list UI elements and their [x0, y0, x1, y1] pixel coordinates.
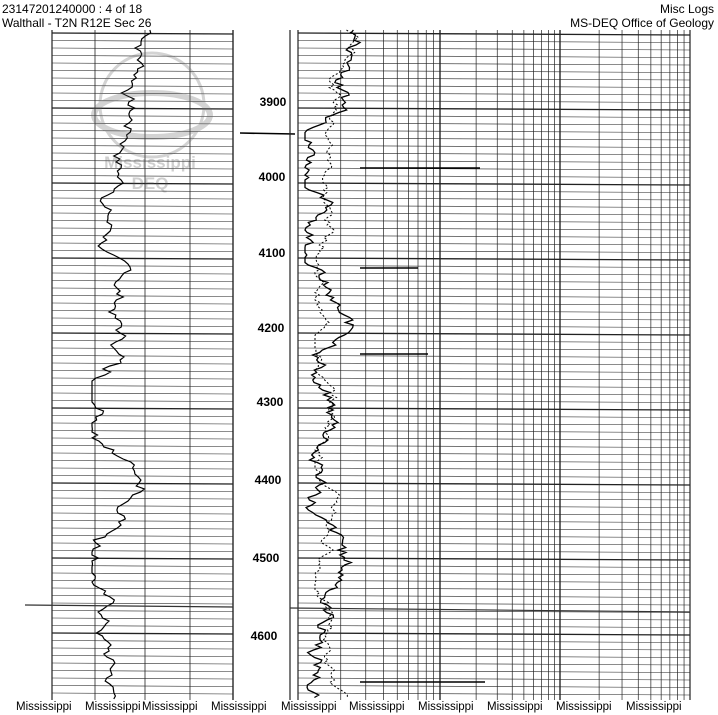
grid-line [52, 581, 233, 582]
footer-watermark-text: Mississippi [85, 701, 141, 713]
grid-line [298, 416, 690, 418]
grid-line [298, 138, 690, 140]
watermark-text-line2: DEQ [131, 174, 169, 193]
grid-line [52, 371, 233, 372]
grid-line [298, 318, 690, 320]
footer-watermark-text: Mississippi [16, 701, 72, 713]
well-location: Walthall - T2N R12E Sec 26 [2, 16, 152, 30]
grid-line [298, 371, 690, 373]
depth-label: 4000 [258, 170, 286, 184]
grid-line [52, 48, 233, 49]
grid-line [298, 56, 690, 58]
depth-label: 3900 [259, 95, 287, 109]
grid-line [52, 521, 233, 522]
grid-line [298, 506, 690, 508]
grid-line [52, 498, 233, 499]
grid-line [298, 476, 690, 478]
grid-line [52, 483, 233, 484]
grid-line [298, 161, 690, 163]
grid-line [298, 491, 690, 493]
grid-line [298, 693, 690, 695]
grid-line [298, 513, 690, 515]
grid-line [52, 326, 233, 327]
grid-line [298, 183, 690, 185]
grid-line [52, 296, 233, 297]
grid-line [52, 633, 233, 634]
grid-line [298, 393, 690, 395]
grid-line [52, 468, 233, 469]
grid-line [298, 71, 690, 73]
grid-line [298, 461, 690, 463]
grid-line [52, 146, 233, 147]
grid-line [298, 251, 690, 253]
depth-label: 4500 [252, 551, 280, 565]
grid-line [298, 258, 690, 260]
grid-line [298, 558, 690, 560]
footer-watermark-text: Mississippi [556, 701, 612, 713]
grid-line [52, 438, 233, 439]
grid-line [52, 273, 233, 274]
grid-line [52, 78, 233, 79]
grid-line [298, 348, 690, 350]
grid-line [298, 543, 690, 545]
grid-line [298, 333, 690, 335]
grid-line [52, 56, 233, 57]
grid-line [52, 423, 233, 424]
grid-line [298, 191, 690, 193]
left-log-track [25, 30, 295, 700]
grid-line [298, 521, 690, 523]
grid-line [52, 641, 233, 642]
mississippi-deq-watermark [94, 53, 210, 193]
grid-line [52, 363, 233, 364]
grid-line [52, 506, 233, 507]
grid-line [52, 603, 233, 604]
grid-line [52, 566, 233, 567]
scan-artifact [240, 133, 295, 134]
grid-line [298, 108, 690, 110]
grid-line [298, 206, 690, 208]
depth-label: 4400 [254, 473, 282, 487]
grid-line [52, 671, 233, 672]
grid-line [52, 393, 233, 394]
grid-line [52, 206, 233, 207]
grid-line [298, 176, 690, 178]
grid-line [298, 116, 690, 118]
grid-line [52, 311, 233, 312]
grid-line [52, 386, 233, 387]
grid-line [298, 146, 690, 148]
grid-line [298, 356, 690, 358]
grid-line [298, 198, 690, 200]
grid-line [52, 513, 233, 514]
grid-line [298, 236, 690, 238]
grid-line [52, 228, 233, 229]
log-curve [305, 30, 360, 698]
grid-line [52, 558, 233, 559]
grid-line [298, 311, 690, 313]
grid-line [52, 131, 233, 132]
grid-line [52, 453, 233, 454]
grid-line [52, 288, 233, 289]
grid-line [52, 663, 233, 664]
footer-watermark-text: Mississippi [349, 701, 405, 713]
grid-line [52, 258, 233, 259]
grid-line [298, 641, 690, 643]
footer-watermark-text: Mississippi [281, 701, 337, 713]
grid-line [52, 528, 233, 529]
grid-line [52, 408, 233, 409]
grid-line [298, 656, 690, 658]
watermark-text-line1: Mississippi [104, 153, 196, 172]
grid-line [298, 498, 690, 500]
grid-line [298, 596, 690, 598]
grid-line [52, 341, 233, 342]
grid-line [52, 446, 233, 447]
grid-line [298, 48, 690, 50]
grid-line [298, 93, 690, 95]
grid-line [298, 86, 690, 88]
grid-line [298, 633, 690, 635]
grid-line [298, 626, 690, 628]
grid-line [298, 363, 690, 365]
log-type: Misc Logs [659, 2, 714, 16]
grid-line [52, 678, 233, 679]
grid-line [298, 303, 690, 305]
grid-line [298, 528, 690, 530]
grid-line [298, 408, 690, 410]
grid-line [52, 243, 233, 244]
grid-line [298, 431, 690, 433]
document-id: 23147201240000 : 4 of 18 [2, 2, 143, 16]
grid-line [298, 386, 690, 388]
grid-line [298, 453, 690, 455]
grid-line [298, 483, 690, 485]
grid-line [298, 581, 690, 583]
footer-watermark-text: Mississippi [626, 701, 682, 713]
grid-line [52, 356, 233, 357]
grid-line [52, 116, 233, 117]
grid-line [298, 101, 690, 103]
grid-line [52, 41, 233, 42]
grid-line [52, 86, 233, 87]
grid-line [52, 198, 233, 199]
agency-name: MS-DEQ Office of Geology [570, 16, 714, 30]
grid-line [298, 341, 690, 343]
grid-line [52, 686, 233, 687]
grid-line [52, 101, 233, 102]
grid-line [52, 333, 233, 334]
grid-line [52, 281, 233, 282]
grid-line [52, 648, 233, 649]
grid-line [298, 378, 690, 380]
grid-line [298, 288, 690, 290]
depth-column [251, 95, 287, 643]
grid-line [298, 438, 690, 440]
footer-watermark-text: Mississippi [211, 701, 267, 713]
grid-line [52, 401, 233, 402]
grid-line [298, 423, 690, 425]
depth-label: 4100 [258, 246, 286, 260]
grid-line [298, 273, 690, 275]
grid-line [298, 153, 690, 155]
grid-line [298, 266, 690, 268]
grid-line [298, 221, 690, 223]
grid-line [298, 33, 690, 35]
grid-line [298, 536, 690, 538]
scan-artifact [25, 605, 233, 607]
depth-label: 4200 [257, 321, 285, 335]
grid-line [298, 243, 690, 245]
grid-line [52, 543, 233, 544]
grid-line [298, 228, 690, 230]
footer-watermark-text: Mississippi [418, 701, 474, 713]
grid-line [52, 536, 233, 537]
footer-watermark-text: Mississippi [142, 701, 198, 713]
grid-line [298, 603, 690, 605]
grid-line [52, 551, 233, 552]
grid-line [52, 618, 233, 619]
grid-line [298, 551, 690, 553]
grid-line [298, 296, 690, 298]
grid-line [298, 686, 690, 688]
watermark-state-icon [94, 93, 210, 137]
grid-line [52, 348, 233, 349]
grid-line [298, 281, 690, 283]
grid-line [298, 678, 690, 680]
grid-line [52, 236, 233, 237]
grid-line [52, 221, 233, 222]
watermark-seal-icon [100, 53, 204, 157]
grid-line [298, 63, 690, 65]
grid-line [298, 168, 690, 170]
grid-line [298, 326, 690, 328]
grid-line [52, 71, 233, 72]
right-log-track [290, 30, 690, 700]
grid-line [52, 213, 233, 214]
grid-line [52, 431, 233, 432]
grid-line [298, 566, 690, 568]
grid-line [52, 626, 233, 627]
grid-line [298, 78, 690, 80]
grid-line [52, 588, 233, 589]
grid-line [298, 213, 690, 215]
grid-line [52, 693, 233, 694]
grid-line [298, 663, 690, 665]
depth-label: 4300 [256, 395, 284, 409]
grid-line [298, 618, 690, 620]
grid-line [298, 401, 690, 403]
footer-watermark-text: Mississippi [487, 701, 543, 713]
grid-line [52, 318, 233, 319]
depth-label: 4600 [250, 629, 278, 643]
grid-line [298, 588, 690, 590]
grid-line [52, 461, 233, 462]
grid-line [52, 378, 233, 379]
grid-line [52, 573, 233, 574]
grid-line [52, 266, 233, 267]
grid-line [52, 596, 233, 597]
grid-line [52, 656, 233, 657]
grid-line [52, 33, 233, 34]
grid-line [52, 303, 233, 304]
grid-line [298, 446, 690, 448]
grid-line [52, 251, 233, 252]
grid-line [298, 123, 690, 125]
grid-line [298, 671, 690, 673]
grid-line [298, 573, 690, 575]
log-curve [92, 30, 151, 699]
grid-line [52, 416, 233, 417]
grid-line [298, 468, 690, 470]
grid-line [52, 476, 233, 477]
grid-line [298, 648, 690, 650]
grid-line [298, 131, 690, 133]
footer-watermark-strip [0, 700, 718, 715]
grid-line [52, 611, 233, 612]
